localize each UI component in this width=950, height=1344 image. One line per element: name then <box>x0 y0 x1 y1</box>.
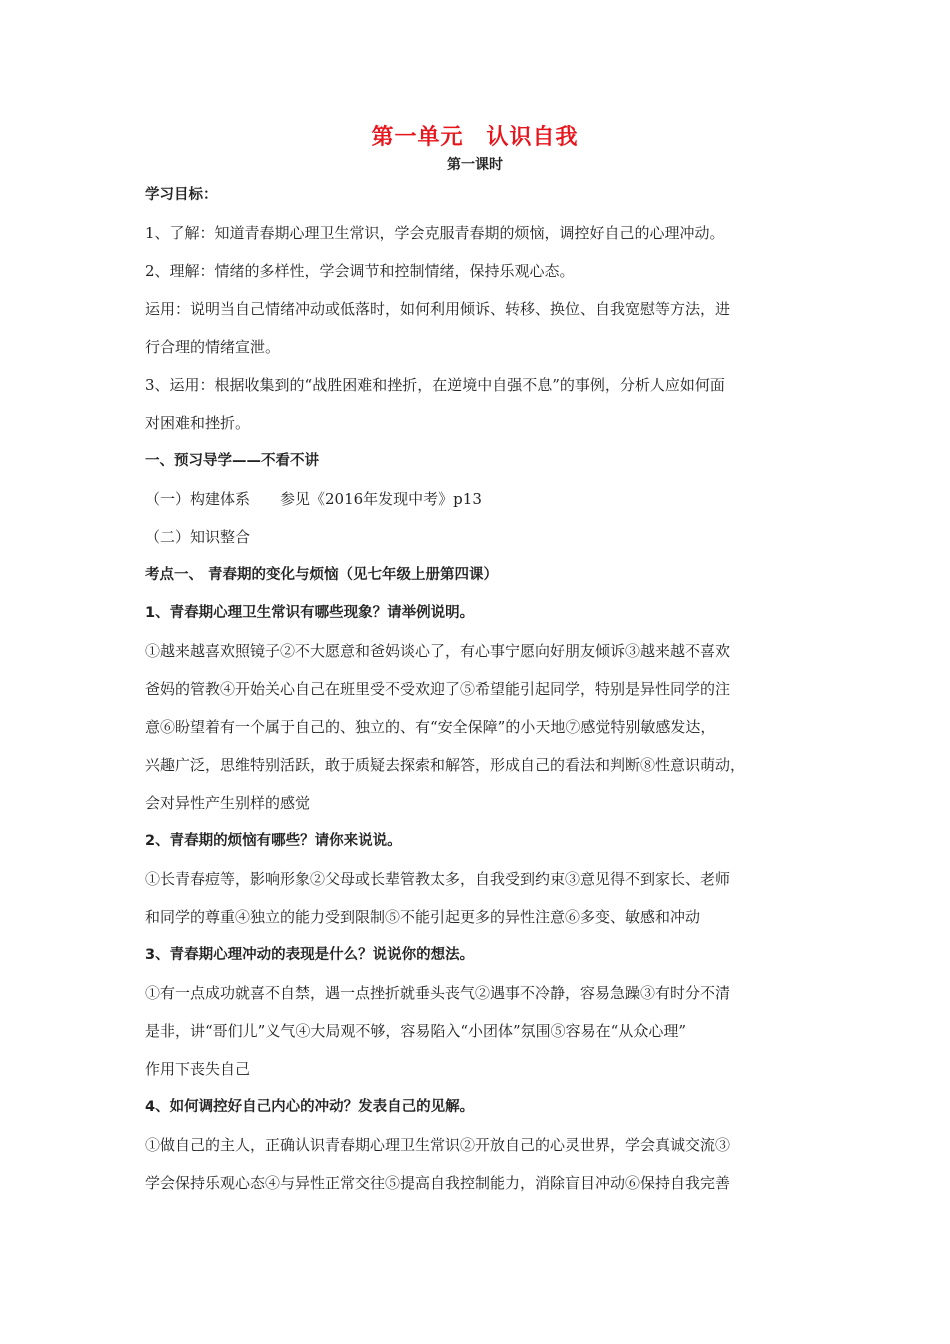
body-line: 行合理的情绪宣泄。 <box>145 338 281 356</box>
document-title: 第一单元 认识自我 <box>371 125 579 150</box>
body-line: 意⑥盼望着有一个属于自己的、独立的、有“安全保障”的小天地⑦感觉特别敏感发达， <box>145 718 716 736</box>
body-line: 作用下丧失自己 <box>145 1060 251 1078</box>
body-line: ①有一点成功就喜不自禁，遇一点挫折就垂头丧气②遇事不冷静，容易急躁③有时分不清 <box>145 984 731 1002</box>
body-line: 是非，讲“哥们儿”义气④大局观不够，容易陷入“小团体”氛围⑤容易在“从众心理” <box>145 1022 687 1040</box>
section-heading: 一、预习导学——不看不讲 <box>145 453 319 469</box>
section-heading: 学习目标： <box>145 187 218 203</box>
body-line: 学会保持乐观心态④与异性正常交往⑤提高自我控制能力，消除盲目冲动⑥保持自我完善 <box>145 1174 731 1192</box>
body-line: （二）知识整合 <box>145 528 251 546</box>
body-line: 对困难和挫折。 <box>145 414 251 432</box>
body-line: 爸妈的管教④开始关心自己在班里受不受欢迎了⑤希望能引起同学，特别是异性同学的注 <box>145 680 731 698</box>
body-line: （一）构建体系 参见《2016年发现中考》p13 <box>145 490 482 508</box>
body-line: ①做自己的主人，正确认识青春期心理卫生常识②开放自己的心灵世界，学会真诚交流③ <box>145 1136 731 1154</box>
section-heading: 考点一、 青春期的变化与烦恼（见七年级上册第四课） <box>145 567 499 583</box>
body-line: 兴趣广泛，思维特别活跃，敢于质疑去探索和解答，形成自己的看法和判断⑧性意识萌动， <box>145 756 746 774</box>
body-line: 3、运用：根据收集到的“战胜困难和挫折，在逆境中自强不息”的事例，分析人应如何面 <box>145 376 725 394</box>
body-line: 1、了解：知道青春期心理卫生常识，学会克服青春期的烦恼，调控好自己的心理冲动。 <box>145 224 725 242</box>
body-line: 和同学的尊重④独立的能力受到限制⑤不能引起更多的异性注意⑥多变、敏感和冲动 <box>145 908 701 926</box>
document-body <box>145 176 805 1202</box>
body-line: ①越来越喜欢照镜子②不大愿意和爸妈谈心了，有心事宁愿向好朋友倾诉③越来越不喜欢 <box>145 642 731 660</box>
body-line: 运用：说明当自己情绪冲动或低落时，如何利用倾诉、转移、换位、自我宽慰等方法，进 <box>145 300 731 318</box>
document-subtitle: 第一课时 <box>447 157 503 173</box>
section-heading: 4、如何调控好自己内心的冲动？发表自己的见解。 <box>145 1099 475 1115</box>
section-heading: 1、青春期心理卫生常识有哪些现象？请举例说明。 <box>145 605 475 621</box>
body-line: ①长青春痘等，影响形象②父母或长辈管教太多，自我受到约束③意见得不到家长、老师 <box>145 870 731 888</box>
section-heading: 2、青春期的烦恼有哪些？请你来说说。 <box>145 833 402 849</box>
section-heading: 3、青春期心理冲动的表现是什么？说说你的想法。 <box>145 947 475 963</box>
body-line: 2、理解：情绪的多样性，学会调节和控制情绪，保持乐观心态。 <box>145 262 575 280</box>
body-line: 会对异性产生别样的感觉 <box>145 794 311 812</box>
